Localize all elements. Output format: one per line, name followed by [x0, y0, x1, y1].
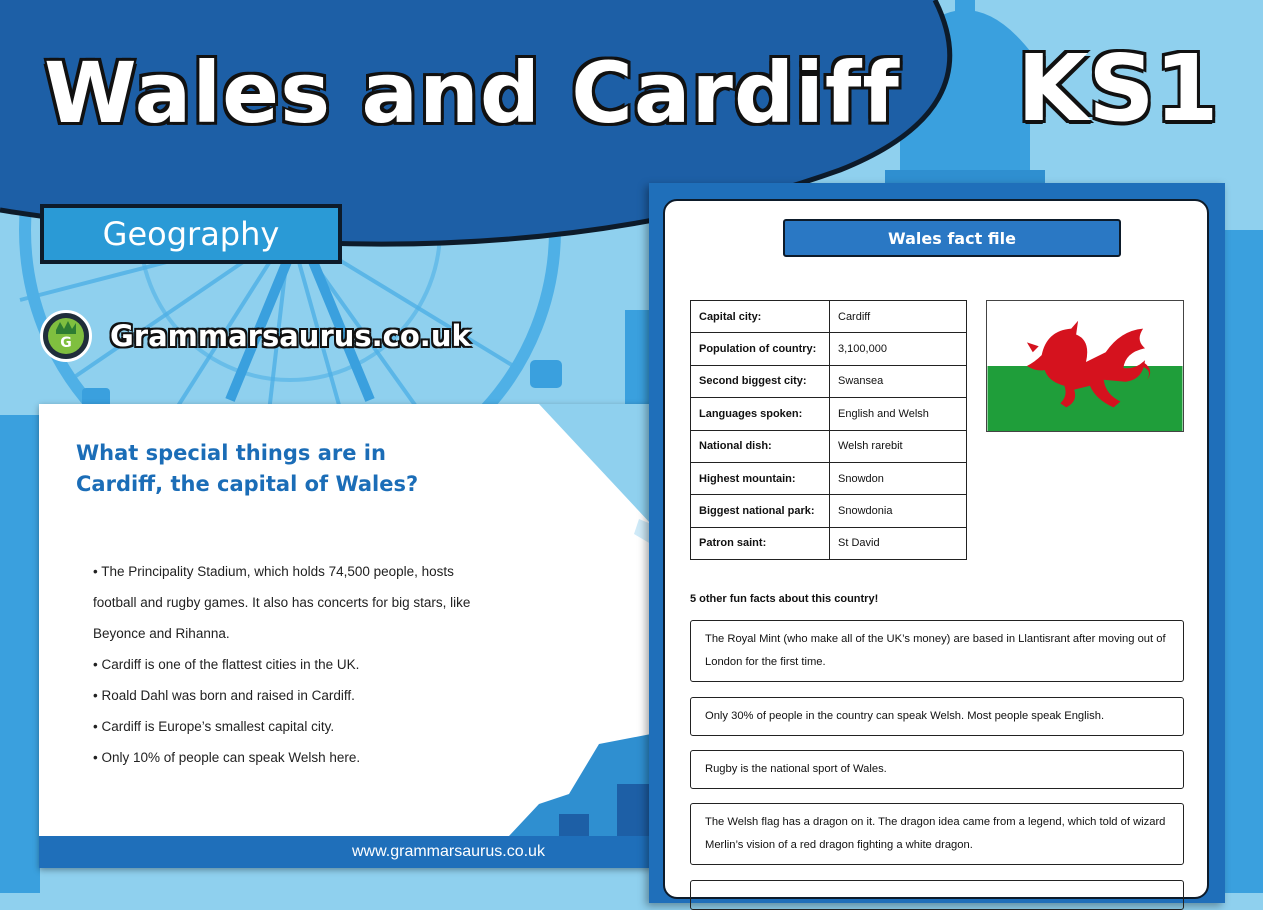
table-row [691, 527, 967, 559]
fact-value: Welsh rarebit [830, 430, 967, 462]
table-row [691, 430, 967, 462]
fact-value: Snowdonia [830, 495, 967, 527]
fact-value: English and Welsh [830, 398, 967, 430]
fun-fact-box: The Welsh flag has a dragon on it. The dragon idea came from a legend, which told of wizard Merlin’s vision of a red dragon fighting a white dragon. [690, 803, 1184, 865]
fact-label: Biggest national park: [691, 495, 830, 527]
list-item: • The Principality Stadium, which holds 74,500 people, hosts football and rugby games. It also has concerts for big stars, like Beyonce and Rihanna. [93, 564, 471, 641]
slide-question: What special things are in Cardiff, the capital of Wales? [76, 441, 419, 496]
svg-text:G: G [60, 335, 72, 351]
slide-preview [39, 404, 651, 868]
fact-value: St David [830, 527, 967, 559]
welsh-flag-icon [986, 300, 1184, 432]
list-item: • Only 10% of people can speak Welsh here. [93, 750, 361, 765]
fact-file-panel [663, 199, 1209, 899]
fact-label: Second biggest city: [691, 365, 830, 397]
fact-label: Patron saint: [691, 527, 830, 559]
list-item: • Cardiff is Europe’s smallest capital city. [93, 719, 335, 734]
fact-label: Languages spoken: [691, 398, 830, 430]
page-title: Wales and Cardiff [44, 44, 900, 142]
fact-file-sheet [649, 183, 1225, 903]
table-row [691, 495, 967, 527]
slide-footer [39, 836, 651, 868]
table-row [691, 365, 967, 397]
fact-file-title-banner [783, 219, 1121, 257]
list-item: • Cardiff is one of the flattest cities in the UK. [93, 657, 360, 672]
list-item: • Roald Dahl was born and raised in Cardiff. [93, 688, 355, 703]
brand-logo-icon [40, 310, 92, 362]
fact-table [690, 300, 967, 560]
brand[interactable] [40, 310, 471, 362]
fact-value: Snowdon [830, 462, 967, 494]
subject-badge [40, 204, 342, 264]
subject-label: Geography [102, 215, 280, 253]
table-row [691, 462, 967, 494]
fact-value: Swansea [830, 365, 967, 397]
fact-label: National dish: [691, 430, 830, 462]
fact-file-title: Wales fact file [888, 228, 1016, 248]
slide-bullet-list [93, 556, 473, 773]
table-row [691, 301, 967, 333]
fact-label: Highest mountain: [691, 462, 830, 494]
fact-value: 3,100,000 [830, 333, 967, 365]
fun-fact-box: Only 30% of people in the country can speak Welsh. Most people speak English. [690, 697, 1184, 736]
fun-facts-heading: 5 other fun facts about this country! [690, 593, 879, 605]
fact-label: Capital city: [691, 301, 830, 333]
table-row [691, 333, 967, 365]
fact-label: Population of country: [691, 333, 830, 365]
fun-fact-box: The Royal Mint (who make all of the UK’s money) are based in Llantisrant after moving out of London for the first time. [690, 620, 1184, 682]
fun-fact-box: Rugby is the national sport of Wales. [690, 750, 1184, 789]
key-stage-label: KS1 [1017, 35, 1219, 142]
footer-url-link[interactable]: www.grammarsaurus.co.uk [352, 843, 545, 860]
fun-fact-box [690, 880, 1184, 910]
fact-value: Cardiff [830, 301, 967, 333]
table-row [691, 398, 967, 430]
brand-name: Grammarsaurus.co.uk [110, 319, 471, 353]
